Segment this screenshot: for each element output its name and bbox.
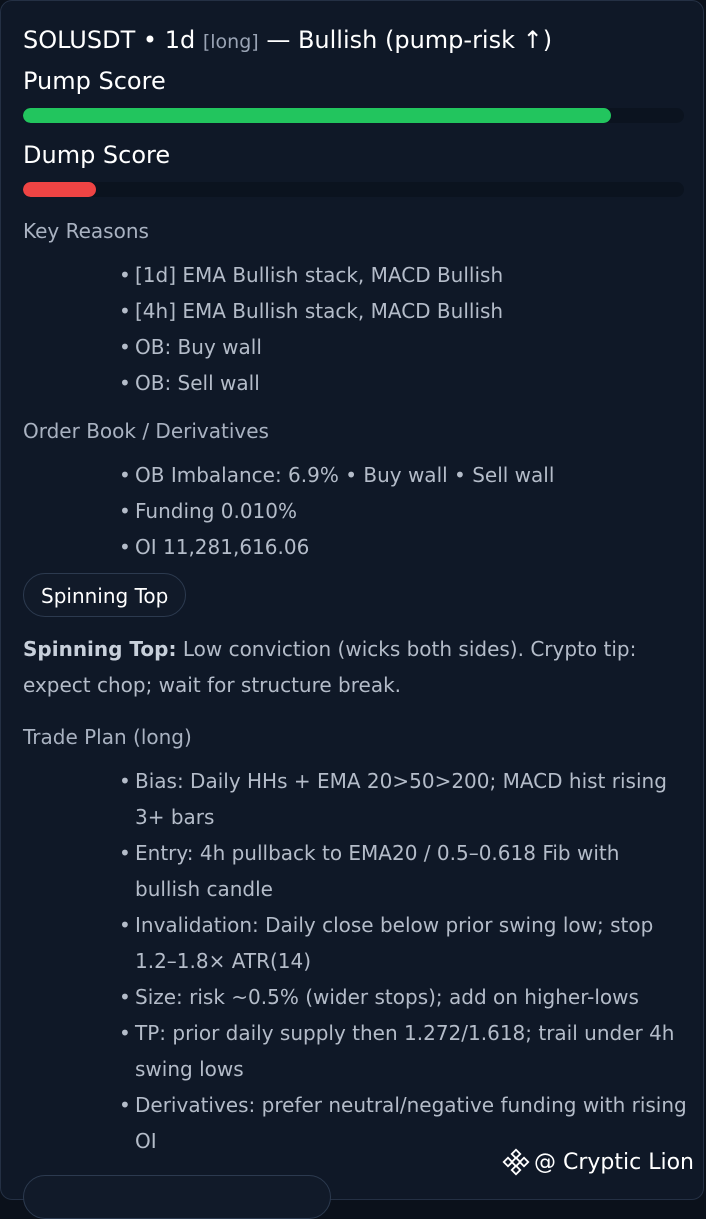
list-item: • Derivatives: prefer neutral/negative funding with rising OI	[117, 1087, 697, 1159]
pattern-chip[interactable]: Spinning Top	[23, 573, 186, 617]
trade-plan-list	[117, 763, 697, 1159]
symbol: SOLUSDT	[23, 26, 136, 54]
list-item: • [4h] EMA Bullish stack, MACD Bullish	[117, 293, 697, 329]
watermark	[502, 1146, 694, 1178]
trade-plan-heading: Trade Plan (long)	[23, 725, 192, 749]
pattern-name: Spinning Top:	[23, 637, 177, 661]
list-item: • Bias: Daily HHs + EMA 20>50>200; MACD hist rising 3+ bars	[117, 763, 697, 835]
dump-score-bar	[23, 182, 684, 197]
key-reasons-heading: Key Reasons	[23, 219, 149, 243]
key-reasons-list	[117, 257, 697, 401]
watermark-text: @ Cryptic Lion	[534, 1149, 694, 1175]
title-separator: •	[142, 26, 158, 54]
pattern-description	[23, 631, 683, 703]
pump-score-bar	[23, 108, 684, 123]
verdict: — Bullish (pump-risk ↑)	[266, 26, 553, 54]
next-chip[interactable]	[23, 1175, 331, 1219]
list-item: • OI 11,281,616.06	[117, 529, 697, 565]
list-item: • OB: Buy wall	[117, 329, 697, 365]
list-item: • OB: Sell wall	[117, 365, 697, 401]
list-item: • [1d] EMA Bullish stack, MACD Bullish	[117, 257, 697, 293]
list-item: • Invalidation: Daily close below prior swing low; stop 1.2–1.8× ATR(14)	[117, 907, 697, 979]
mode-tag: [long]	[202, 31, 259, 53]
list-item: • Funding 0.010%	[117, 493, 697, 529]
dump-score-label: Dump Score	[23, 141, 171, 169]
pump-score-fill	[23, 108, 611, 123]
order-book-list	[117, 457, 697, 565]
binance-logo-icon	[502, 1148, 530, 1176]
card-title	[23, 23, 552, 59]
pump-score-label: Pump Score	[23, 67, 166, 95]
pattern-text: Low conviction (wicks both sides). Crypto tip: expect chop; wait for structure break.	[23, 637, 637, 697]
list-item: • Size: risk ~0.5% (wider stops); add on higher-lows	[117, 979, 697, 1015]
list-item: • Entry: 4h pullback to EMA20 / 0.5–0.618 Fib with bullish candle	[117, 835, 697, 907]
list-item: • TP: prior daily supply then 1.272/1.618; trail under 4h swing lows	[117, 1015, 697, 1087]
list-item: • OB Imbalance: 6.9% • Buy wall • Sell wall	[117, 457, 697, 493]
timeframe: 1d	[164, 26, 196, 54]
order-book-heading: Order Book / Derivatives	[23, 419, 269, 443]
dump-score-fill	[23, 182, 96, 197]
